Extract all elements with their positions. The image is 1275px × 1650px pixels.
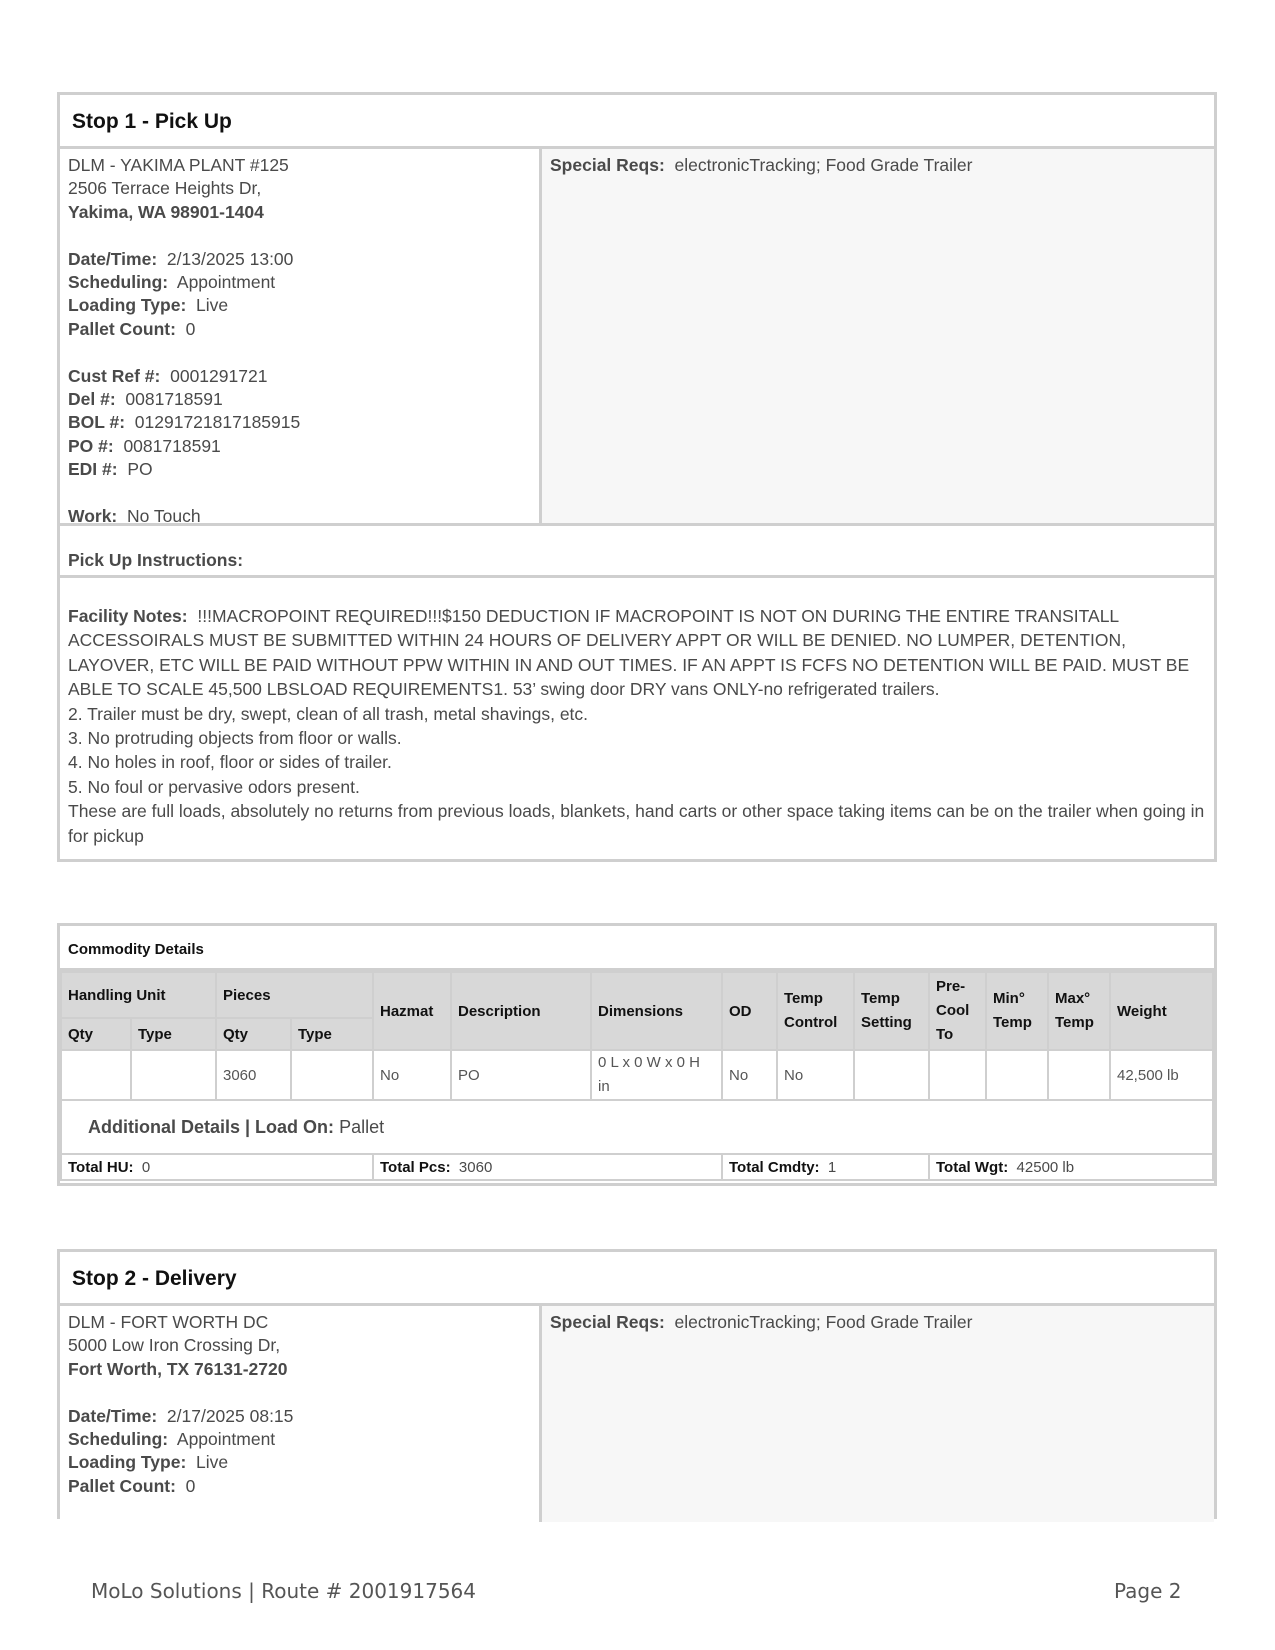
header-hu-qty: Qty [61,1018,131,1050]
stop-1-special-reqs: Special Reqs: electronicTracking; Food Grade Trailer [542,149,1214,523]
cell-min-temp [986,1050,1048,1100]
scheduling-row: Scheduling: Appointment [68,272,276,293]
cell-temp-setting [854,1050,929,1100]
loading-type-row: Loading Type: Live [68,295,229,316]
additional-details-label: Additional Details | Load On: [88,1116,335,1137]
stop-1-section [57,92,1217,862]
cell-description: PO [451,1050,591,1100]
city-state-zip: Yakima, WA 98901-1404 [68,201,264,222]
cell-weight: 42,500 lb [1110,1050,1213,1100]
header-temp-setting: Temp Setting [854,972,929,1050]
total-pcs-label: Total Pcs: [380,1158,451,1176]
commodity-title: Commodity Details [60,926,1214,971]
stop-2-section [57,1249,1217,1519]
header-handling-unit: Handling Unit [61,972,216,1018]
city-state-zip: Fort Worth, TX 76131-2720 [68,1358,288,1379]
header-pieces: Pieces [216,972,373,1018]
po-row: PO #: 0081718591 [68,435,221,456]
cust-ref-row: Cust Ref #: 0001291721 [68,365,268,386]
totals-row [61,1154,1213,1180]
header-description: Description [451,972,591,1050]
note-line: 4. No holes in roof, floor or sides of trailer. [68,752,392,773]
header-dimensions: Dimensions [591,972,722,1050]
cell-precool [929,1050,986,1100]
header-pcs-qty: Qty [216,1018,291,1050]
facility-notes: Facility Notes: !!!MACROPOINT REQUIRED!!!$150 DEDUCTION IF MACROPOINT IS NOT ON DURING THE ENTIRE TRANSITALL ACCESSOIRALS MUST BE SUBMITTED WITHIN 24 HOURS OF DELIVERY APPT OR WILL BE DENIED. NO LUMPER, DETENTION, LAYOVER, ETC WILL BE PAID WITHOUT PPW WITHIN IN AND OUT TIMES. IF AN APPT IS FCFS NO DETENTION WILL BE PAID. MUST BE ABLE TO SCALE 45,500 LBSLOAD REQUIREMENTS1. 53’ swing door DRY vans ONLY-no refrigerated trailers. 2. Trailer must be dry, swept, clean of all trash, metal shavings, etc. 3. No protruding objects from floor or walls. 4. No holes in roof, floor or sides of trailer. 5. No foul or pervasive odors present. These are full loads, absolutely no returns from previous loads, blankets, hand carts or other space taking items can be on the trailer when going in for pickup [60,578,1214,848]
bol-row: BOL #: 01291721817185915 [68,412,301,433]
commodity-table [60,971,1214,1181]
stop-1-address-block [60,149,542,527]
edi-row: EDI #: PO [68,459,153,480]
stop-2-address-block [60,1306,542,1522]
cell-hu-type [131,1050,216,1100]
cell-max-temp [1048,1050,1110,1100]
cell-od: No [722,1050,777,1100]
stop-2-title: Stop 2 - Delivery [60,1252,1214,1306]
del-row: Del #: 0081718591 [68,389,223,410]
note-line: 5. No foul or pervasive odors present. [68,776,360,797]
work-row: Work: No Touch [68,506,201,527]
cell-pcs-qty: 3060 [216,1050,291,1100]
note-line: These are full loads, absolutely no returns from previous loads, blankets, hand carts or other space taking items can be on the trailer when going in for pickup [68,801,1205,846]
header-pcs-type: Type [291,1018,373,1050]
total-cmdty-value: 1 [827,1158,837,1176]
total-wgt-value: 42500 lb [1016,1158,1075,1176]
stop-2-special-reqs: Special Reqs: electronicTracking; Food Grade Trailer [542,1306,1214,1522]
header-min-temp: Min° Temp [986,972,1048,1050]
note-line: 3. No protruding objects from floor or walls. [68,728,402,749]
header-weight: Weight [1110,972,1213,1050]
stop-1-title: Stop 1 - Pick Up [60,95,1214,149]
total-wgt-label: Total Wgt: [936,1158,1009,1176]
table-row [61,1050,1213,1100]
header-hu-type: Type [131,1018,216,1050]
facility-name: DLM - FORT WORTH DC [68,1312,269,1332]
datetime-row: Date/Time: 2/13/2025 13:00 [68,248,294,269]
footer-page-number: Page 2 [1114,1579,1182,1603]
street-address: 2506 Terrace Heights Dr, [68,178,262,199]
pickup-instructions-label: Pick Up Instructions: [60,526,1214,578]
cell-dimensions: 0 L x 0 W x 0 H in [591,1050,722,1100]
footer-route: MoLo Solutions | Route # 2001917564 [91,1579,476,1603]
pallet-count-row: Pallet Count: 0 [68,1475,196,1496]
stop-1-details [60,149,1214,526]
loading-type-row: Loading Type: Live [68,1452,229,1473]
pallet-count-row: Pallet Count: 0 [68,318,196,339]
scheduling-row: Scheduling: Appointment [68,1429,276,1450]
facility-name: DLM - YAKIMA PLANT #125 [68,155,289,175]
commodity-details [57,923,1217,1186]
header-hazmat: Hazmat [373,972,451,1050]
note-line: 2. Trailer must be dry, swept, clean of all trash, metal shavings, etc. [68,703,589,724]
total-cmdty-label: Total Cmdty: [729,1158,820,1176]
street-address: 5000 Low Iron Crossing Dr, [68,1335,281,1356]
header-temp-control: Temp Control [777,972,854,1050]
additional-details-value: Pallet [339,1116,385,1137]
cell-temp-control: No [777,1050,854,1100]
total-hu-label: Total HU: [68,1158,134,1176]
cell-hu-qty [61,1050,131,1100]
header-max-temp: Max° Temp [1048,972,1110,1050]
additional-details-row [61,1100,1213,1154]
header-precool: Pre-Cool To [929,972,986,1050]
cell-hazmat: No [373,1050,451,1100]
stop-2-details [60,1306,1214,1522]
datetime-row: Date/Time: 2/17/2025 08:15 [68,1405,294,1426]
header-od: OD [722,972,777,1050]
total-hu-value: 0 [141,1158,151,1176]
cell-pcs-type [291,1050,373,1100]
total-pcs-value: 3060 [458,1158,493,1176]
